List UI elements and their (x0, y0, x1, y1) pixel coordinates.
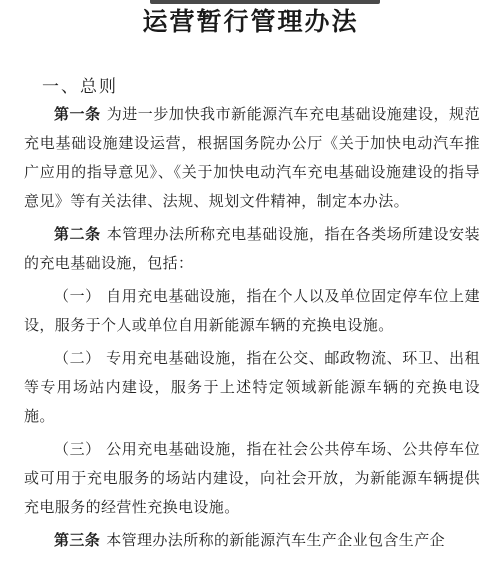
paragraph-text: 本管理办法所称的新能源汽车生产企业包含生产企 (106, 531, 446, 549)
paragraph-text: 为进一步加快我市新能源汽车充电基础设施建设，规范充电基础设施建设运营，根据国务院办公厅《关于加快电动汽车推广应用的指导意见》、《关于加快电动汽车充电基础设施建设的指导意见》等有关法律、法规、规划文件精神，制定本办法。 (24, 105, 480, 210)
paragraph-article-1 (24, 100, 480, 216)
paragraph-text: （一） 自用充电基础设施，指在个人以及单位固定停车位上建设，服务于个人或单位自用新能源车辆的充换电设施。 (24, 287, 480, 334)
paragraph-article-2 (24, 220, 480, 278)
paragraph-item-2 (24, 344, 480, 431)
paragraph-item-3 (24, 435, 480, 522)
article-label: 第一条 (54, 105, 101, 123)
article-label: 第三条 (54, 531, 101, 549)
paragraph-text: （三） 公用充电基础设施，指在社会公共停车场、公共停车位或可用于充电服务的场站内建设，向社会开放，为新能源车辆提供充电服务的经营性充换电设施。 (24, 440, 480, 516)
document-title: 运营暂行管理办法 (142, 7, 359, 36)
section-heading: 一、总则 (42, 77, 118, 97)
paragraph-text: （二） 专用充电基础设施，指在公交、邮政物流、环卫、出租等专用场站内建设，服务于上述特定领域新能源车辆的充换电设施。 (24, 349, 480, 425)
article-label: 第二条 (54, 225, 101, 243)
paragraph-text: 本管理办法所称充电基础设施，指在各类场所建设安装的充电基础设施，包括： (24, 225, 480, 272)
paragraph-article-3 (24, 526, 480, 555)
paragraph-item-1 (24, 282, 480, 340)
document-body (24, 100, 480, 559)
